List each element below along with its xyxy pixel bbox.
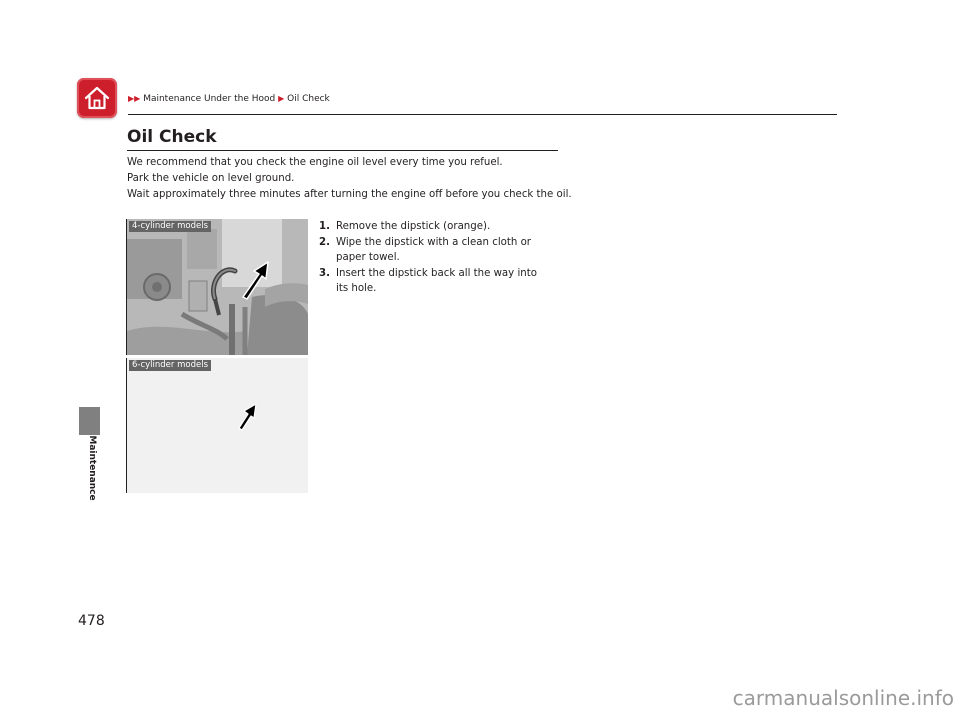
header-divider (128, 114, 837, 115)
breadcrumb-arrow-icon: ▶▶ (128, 94, 141, 103)
breadcrumb-item-oil-check[interactable]: Oil Check (287, 94, 330, 104)
figure-6-cylinder (126, 358, 308, 493)
home-button[interactable] (77, 78, 117, 118)
breadcrumb (128, 94, 330, 104)
home-icon (83, 84, 111, 112)
figure-label: 4-cylinder models (129, 221, 211, 232)
step-text: Remove the dipstick (orange). (336, 221, 491, 232)
intro-text (127, 155, 572, 203)
step-item (319, 266, 549, 297)
page-number: 478 (78, 613, 105, 629)
step-text: Insert the dipstick back all the way into its hole. (336, 267, 537, 294)
watermark: carmanualsonline.info (732, 686, 954, 710)
step-item (319, 219, 549, 235)
section-tab-marker (79, 407, 100, 435)
breadcrumb-arrow-icon: ▶ (278, 94, 285, 103)
intro-paragraph: Park the vehicle on level ground. (127, 173, 295, 184)
figure-4-cylinder (126, 219, 308, 355)
step-number: 3. (319, 267, 330, 279)
breadcrumb-item-maintenance-under-the-hood[interactable]: Maintenance Under the Hood (143, 94, 276, 104)
figure-label: 6-cylinder models (129, 360, 211, 371)
step-number: 1. (319, 221, 330, 232)
step-list (319, 219, 549, 297)
engine-bay-illustration (127, 219, 308, 355)
intro-paragraph: We recommend that you check the engine oil level every time you refuel. (127, 157, 503, 168)
intro-paragraph: Wait approximately three minutes after turning the engine off before you check the oil. (127, 189, 572, 200)
title-divider (127, 150, 558, 151)
engine-bay-illustration (127, 358, 308, 493)
page-title: Oil Check (127, 127, 217, 147)
section-tab-label: Maintenance (87, 435, 97, 501)
step-item (319, 235, 549, 266)
step-text: Wipe the dipstick with a clean cloth or paper towel. (336, 236, 531, 263)
step-number: 2. (319, 236, 330, 248)
